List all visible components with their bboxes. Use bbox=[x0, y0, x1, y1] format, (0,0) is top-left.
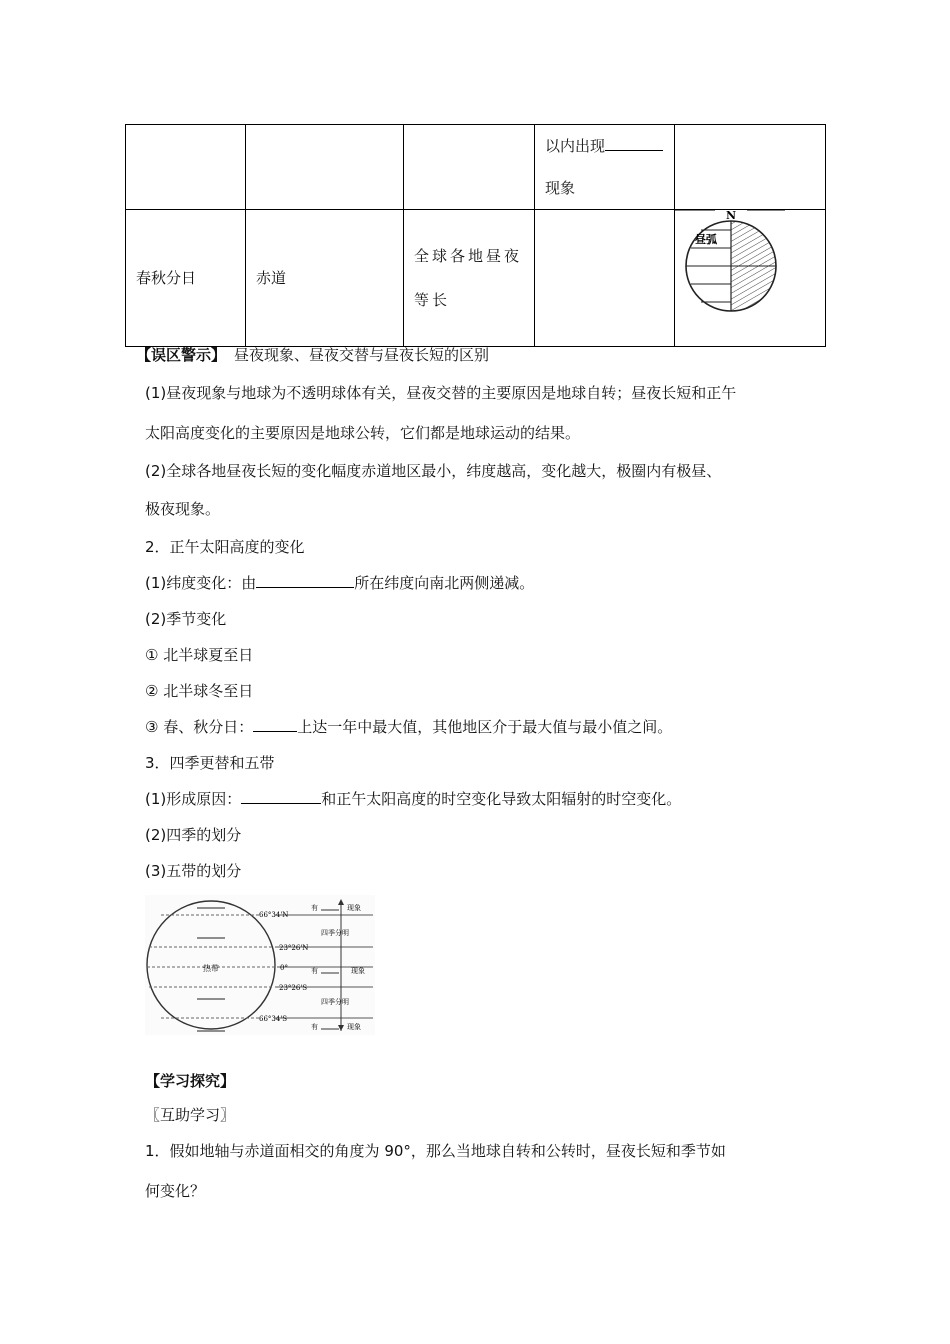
daylight-table bbox=[125, 124, 826, 347]
table-cell-text: 全球各地昼夜 bbox=[414, 247, 523, 265]
table-cell bbox=[404, 125, 535, 210]
paragraph-line: (2)全球各地昼夜长短的变化幅度赤道地区最小，纬度越高，变化越大，极圈内有极昼、 bbox=[145, 462, 722, 480]
list-item: ① 北半球夏至日 bbox=[145, 646, 254, 664]
list-item: ② 北半球冬至日 bbox=[145, 682, 254, 700]
paragraph-text: (1)纬度变化：由 bbox=[145, 574, 257, 592]
zone-label: 四季分明 bbox=[321, 929, 349, 937]
latitude-label: 66°34'N bbox=[259, 911, 289, 919]
latitude-label: 0° bbox=[280, 964, 288, 972]
fill-blank bbox=[241, 789, 321, 804]
table-row bbox=[126, 210, 826, 347]
study-title: 【学习探究】 bbox=[145, 1072, 236, 1090]
paragraph-line: (2)季节变化 bbox=[145, 610, 227, 628]
table-cell-text: 春秋分日 bbox=[136, 269, 197, 287]
table-cell bbox=[675, 125, 826, 210]
equinox-globe-diagram bbox=[675, 210, 825, 320]
list-item-text: ③ 春、秋分日： bbox=[145, 718, 254, 736]
zone-label: 现象 bbox=[351, 967, 365, 975]
table-cell bbox=[126, 125, 246, 210]
zone-label: 四季分明 bbox=[321, 998, 349, 1006]
section-heading: 3．四季更替和五带 bbox=[145, 754, 275, 772]
table-cell bbox=[535, 210, 675, 347]
table-cell-text: 以内出现 bbox=[545, 137, 606, 155]
north-label: N bbox=[725, 210, 737, 222]
zone-label: 现象 bbox=[347, 1023, 361, 1031]
paragraph-line: 太阳高度变化的主要原因是地球公转，它们都是地球运动的结果。 bbox=[145, 424, 581, 442]
table-cell-text: 等长 bbox=[414, 291, 451, 309]
zone-label: 有 bbox=[311, 967, 318, 975]
latitude-label: 23°26'N bbox=[279, 944, 309, 952]
fill-blank bbox=[605, 136, 663, 151]
paragraph-line: (1)昼夜现象与地球为不透明球体有关，昼夜交替的主要原因是地球自转；昼夜长短和正午 bbox=[145, 384, 737, 402]
day-arc-label: 昼弧 bbox=[695, 233, 717, 246]
table-cell bbox=[675, 210, 826, 347]
table-cell bbox=[246, 210, 404, 347]
latitude-label: 23°26'S bbox=[279, 984, 308, 992]
fill-blank bbox=[253, 717, 297, 732]
warning-title: 【误区警示】 bbox=[136, 346, 227, 364]
zone-label: 有 bbox=[311, 1023, 318, 1031]
table-cell bbox=[535, 125, 675, 210]
table-cell-text: 赤道 bbox=[256, 269, 287, 287]
warning-subtitle: 昼夜现象、昼夜交替与昼夜长短的区别 bbox=[234, 346, 490, 364]
five-zones-diagram bbox=[145, 895, 375, 1035]
paragraph-text: 和正午太阳高度的时空变化导致太阳辐射的时空变化。 bbox=[321, 790, 682, 808]
tropic-zone-label: 热带 bbox=[203, 964, 219, 973]
paragraph-text: (1)形成原因： bbox=[145, 790, 242, 808]
table-cell bbox=[126, 210, 246, 347]
question-line: 1．假如地轴与赤道面相交的角度为 90°，那么当地球自转和公转时，昼夜长短和季节如 bbox=[145, 1142, 726, 1160]
question-line: 何变化？ bbox=[145, 1182, 206, 1200]
list-item-text: 上达一年中最大值，其他地区介于最大值与最小值之间。 bbox=[297, 718, 673, 736]
paragraph-line: (3)五带的划分 bbox=[145, 862, 242, 880]
section-heading: 2．正午太阳高度的变化 bbox=[145, 538, 305, 556]
table-cell bbox=[404, 210, 535, 347]
paragraph-line: 极夜现象。 bbox=[145, 500, 221, 518]
table-cell bbox=[246, 125, 404, 210]
paragraph-text: 所在纬度向南北两侧递减。 bbox=[354, 574, 535, 592]
zone-label: 现象 bbox=[347, 904, 361, 912]
paragraph-line: (2)四季的划分 bbox=[145, 826, 242, 844]
table-cell-text: 现象 bbox=[545, 179, 576, 197]
latitude-label: 66°34'S bbox=[259, 1015, 288, 1023]
table-row bbox=[126, 125, 826, 210]
fill-blank bbox=[256, 573, 354, 588]
study-subtitle: 〖互助学习〗 bbox=[145, 1106, 236, 1124]
zone-label: 有 bbox=[311, 904, 318, 912]
